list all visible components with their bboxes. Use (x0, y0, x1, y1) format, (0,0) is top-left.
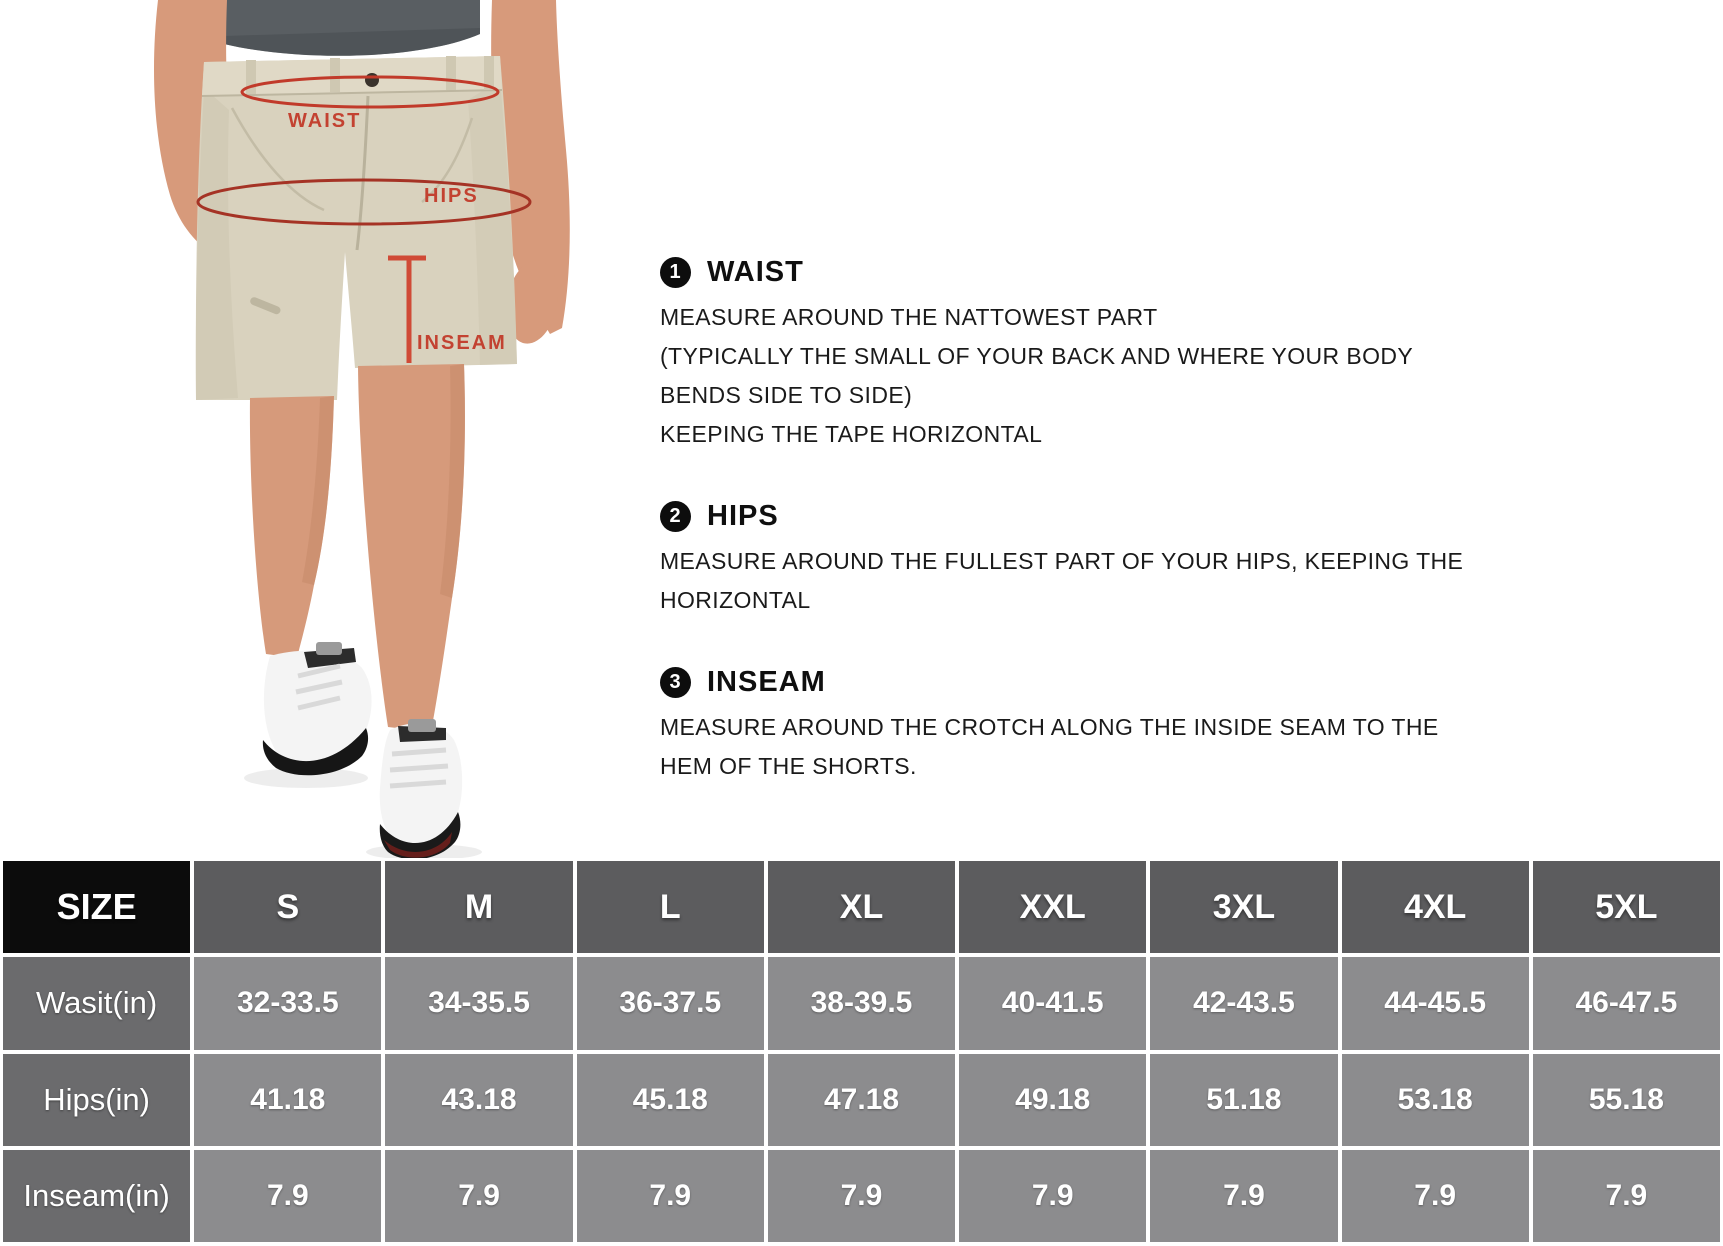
table-cell: 53.18 (1342, 1054, 1529, 1146)
table-header-m: M (385, 861, 572, 953)
table-cell: 55.18 (1533, 1054, 1720, 1146)
table-cell: 44-45.5 (1342, 957, 1529, 1049)
waist-instruction-body (660, 298, 1470, 454)
table-cell: 7.9 (768, 1150, 955, 1242)
table-header-l: L (577, 861, 764, 953)
table-cell: 7.9 (959, 1150, 1146, 1242)
hips-instruction-section (660, 500, 1470, 620)
belt-loop (446, 56, 456, 90)
table-cell: 47.18 (768, 1054, 955, 1146)
waist-instruction-heading (660, 256, 1470, 289)
row-label-inseam: Inseam(in) (3, 1150, 190, 1242)
instruction-line: (TYPICALLY THE SMALL OF YOUR BACK AND WHERE YOUR BODY (660, 343, 1414, 369)
instruction-line: HEM OF THE SHORTS. (660, 753, 917, 779)
table-header-xxl: XXL (959, 861, 1146, 953)
step-1-badge-icon: 1 (660, 257, 691, 288)
instruction-line: MEASURE AROUND THE NATTOWEST PART (660, 304, 1158, 330)
hips-instruction-title: HIPS (707, 500, 779, 532)
instruction-line: MEASURE AROUND THE FULLEST PART OF YOUR HIPS, KEEPING THE (660, 548, 1464, 574)
table-cell: 7.9 (1342, 1150, 1529, 1242)
right-shoe-tab (408, 719, 436, 732)
hips-instruction-body (660, 542, 1470, 620)
table-header-4xl: 4XL (1342, 861, 1529, 953)
table-header-5xl: 5XL (1533, 861, 1720, 953)
table-cell: 43.18 (385, 1054, 572, 1146)
model-photo (0, 0, 700, 860)
table-cell: 32-33.5 (194, 957, 381, 1049)
row-label-hips: Hips(in) (3, 1054, 190, 1146)
hips-garment-label: HIPS (424, 185, 479, 207)
inseam-instruction-title: INSEAM (707, 666, 826, 698)
table-header-size: SIZE (3, 861, 190, 953)
waist-button (365, 73, 379, 87)
step-3-badge-icon: 3 (660, 667, 691, 698)
table-cell: 41.18 (194, 1054, 381, 1146)
table-cell: 36-37.5 (577, 957, 764, 1049)
row-label-waist: Wasit(in) (3, 957, 190, 1049)
table-cell: 7.9 (1533, 1150, 1720, 1242)
table-cell: 38-39.5 (768, 957, 955, 1049)
inseam-instruction-section (660, 666, 1470, 786)
belt-loop (330, 58, 340, 92)
size-chart-table (0, 858, 1723, 1246)
table-cell: 45.18 (577, 1054, 764, 1146)
table-cell: 7.9 (577, 1150, 764, 1242)
left-shoe-tab (316, 642, 342, 655)
table-cell: 7.9 (194, 1150, 381, 1242)
instruction-line: BENDS SIDE TO SIDE) (660, 382, 913, 408)
waist-garment-label: WAIST (288, 110, 362, 132)
instruction-line: MEASURE AROUND THE CROTCH ALONG THE INSIDE SEAM TO THE (660, 714, 1439, 740)
step-2-badge-icon: 2 (660, 501, 691, 532)
measuring-instructions (660, 256, 1470, 786)
table-cell: 7.9 (385, 1150, 572, 1242)
table-header-xl: XL (768, 861, 955, 953)
inseam-garment-label: INSEAM (417, 332, 507, 354)
table-cell: 42-43.5 (1150, 957, 1337, 1049)
inseam-instruction-body (660, 708, 1470, 786)
inseam-instruction-heading (660, 666, 1470, 699)
table-header-s: S (194, 861, 381, 953)
waist-instruction-title: WAIST (707, 256, 804, 288)
table-cell: 40-41.5 (959, 957, 1146, 1049)
table-cell: 34-35.5 (385, 957, 572, 1049)
instruction-line: HORIZONTAL (660, 587, 811, 613)
table-cell: 46-47.5 (1533, 957, 1720, 1049)
table-header-3xl: 3XL (1150, 861, 1337, 953)
table-cell: 51.18 (1150, 1054, 1337, 1146)
instruction-line: KEEPING THE TAPE HORIZONTAL (660, 421, 1043, 447)
waist-instruction-section (660, 256, 1470, 454)
table-cell: 7.9 (1150, 1150, 1337, 1242)
table-cell: 49.18 (959, 1054, 1146, 1146)
hips-instruction-heading (660, 500, 1470, 533)
